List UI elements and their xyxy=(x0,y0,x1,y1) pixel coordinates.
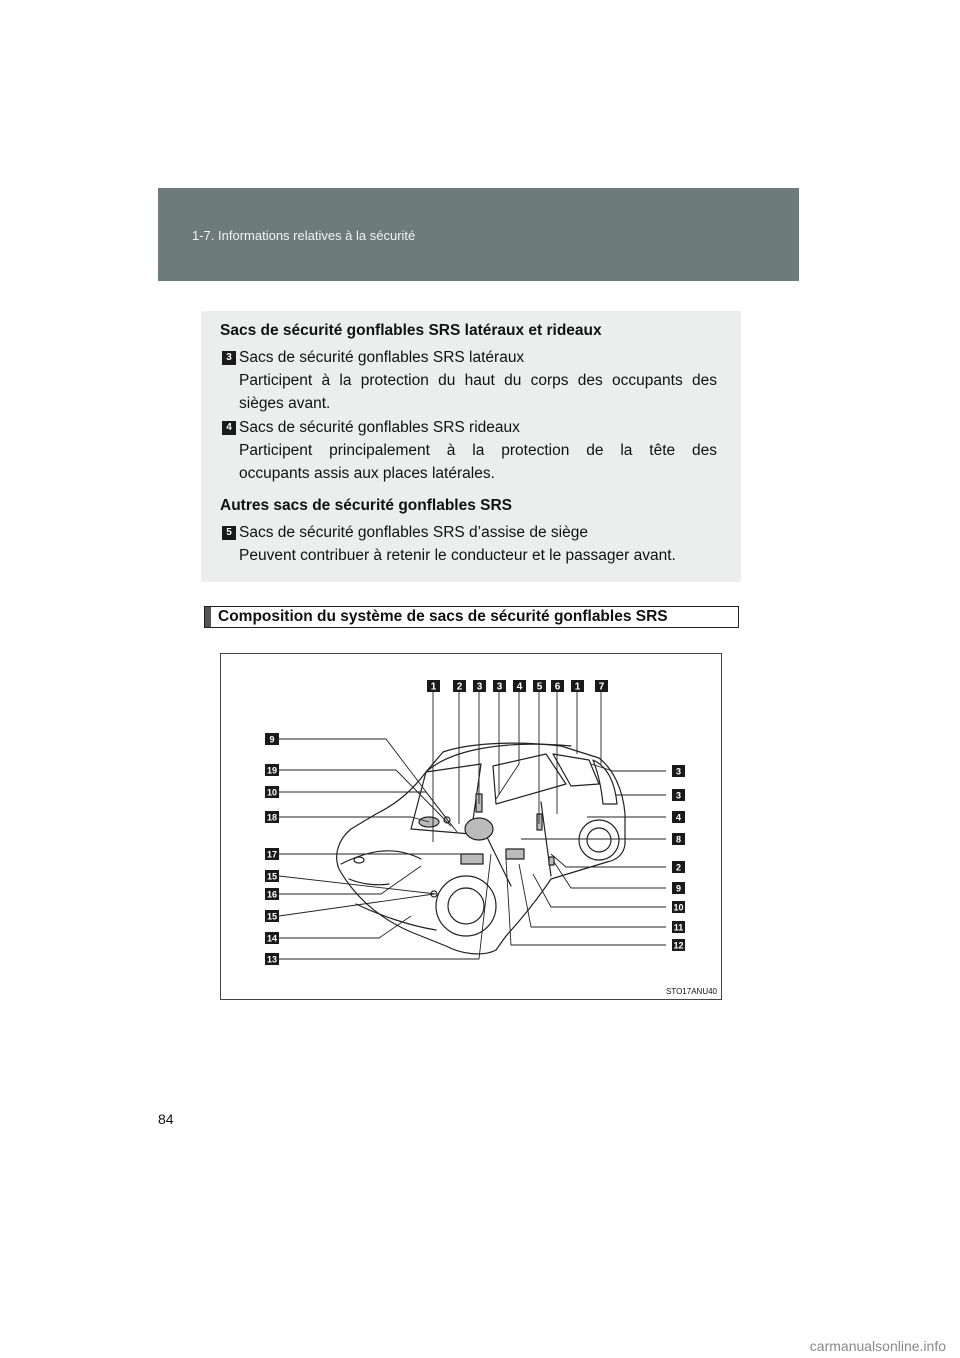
svg-text:15: 15 xyxy=(266,911,278,922)
svg-text:8: 8 xyxy=(675,834,682,845)
item-desc-side-airbags-line1: Participent à la protection du haut du corps des occupants des xyxy=(239,372,717,389)
diagram-code: STO17ANU40 xyxy=(666,987,717,996)
svg-text:3: 3 xyxy=(496,681,503,693)
item-desc-side-airbags-line2: sièges avant. xyxy=(239,395,331,412)
item-name-curtain-airbags: Sacs de sécurité gonflables SRS rideaux xyxy=(239,419,520,436)
svg-text:18: 18 xyxy=(266,812,278,823)
item-number-badge: 3 xyxy=(222,351,236,365)
svg-text:4: 4 xyxy=(675,812,682,823)
item-desc-seat-cushion-airbags: Peuvent contribuer à retenir le conducteur et le passager avant. xyxy=(239,547,676,564)
car-illustration xyxy=(221,654,723,1001)
page-number: 84 xyxy=(158,1111,174,1127)
section-title-other-airbags: Autres sacs de sécurité gonflables SRS xyxy=(220,497,513,514)
svg-text:17: 17 xyxy=(266,849,278,860)
svg-text:11: 11 xyxy=(673,922,684,933)
airbag-system-diagram xyxy=(220,653,722,1000)
item-name-side-airbags: Sacs de sécurité gonflables SRS latéraux xyxy=(239,349,525,366)
svg-text:12: 12 xyxy=(673,940,684,951)
svg-text:14: 14 xyxy=(266,933,278,944)
item-name-seat-cushion-airbags: Sacs de sécurité gonflables SRS d’assise de siège xyxy=(239,524,588,541)
chapter-header-band xyxy=(158,188,799,281)
svg-text:9: 9 xyxy=(675,883,682,894)
chapter-title: 1-7. Informations relatives à la sécurité xyxy=(192,228,416,243)
svg-text:5: 5 xyxy=(536,681,543,693)
svg-text:10: 10 xyxy=(673,902,684,913)
svg-text:13: 13 xyxy=(266,954,278,965)
heading-accent-bar xyxy=(205,607,211,627)
item-number-badge: 5 xyxy=(222,526,236,540)
item-desc-curtain-airbags-line2: occupants assis aux places latérales. xyxy=(239,465,495,482)
svg-text:19: 19 xyxy=(266,765,278,776)
svg-text:6: 6 xyxy=(554,681,561,693)
svg-text:10: 10 xyxy=(266,787,278,798)
composition-heading xyxy=(204,606,739,628)
watermark: carmanualsonline.info xyxy=(809,1338,946,1354)
svg-text:1: 1 xyxy=(574,681,581,693)
svg-text:9: 9 xyxy=(269,734,275,745)
item-desc-curtain-airbags-line1: Participent principalement à la protection de la tête des xyxy=(239,442,717,459)
svg-text:3: 3 xyxy=(476,681,483,693)
composition-heading-text: Composition du système de sacs de sécurité gonflables SRS xyxy=(218,608,668,625)
svg-text:16: 16 xyxy=(266,889,278,900)
svg-text:3: 3 xyxy=(675,790,682,801)
svg-text:7: 7 xyxy=(598,681,605,693)
info-box xyxy=(201,311,741,582)
svg-text:3: 3 xyxy=(675,766,682,777)
svg-text:4: 4 xyxy=(516,681,523,693)
item-number-badge: 4 xyxy=(222,421,236,435)
svg-text:2: 2 xyxy=(675,862,682,873)
section-title-side-curtain: Sacs de sécurité gonflables SRS latéraux et rideaux xyxy=(220,322,602,339)
svg-text:15: 15 xyxy=(266,871,278,882)
svg-text:1: 1 xyxy=(430,681,437,693)
svg-text:2: 2 xyxy=(456,681,463,693)
